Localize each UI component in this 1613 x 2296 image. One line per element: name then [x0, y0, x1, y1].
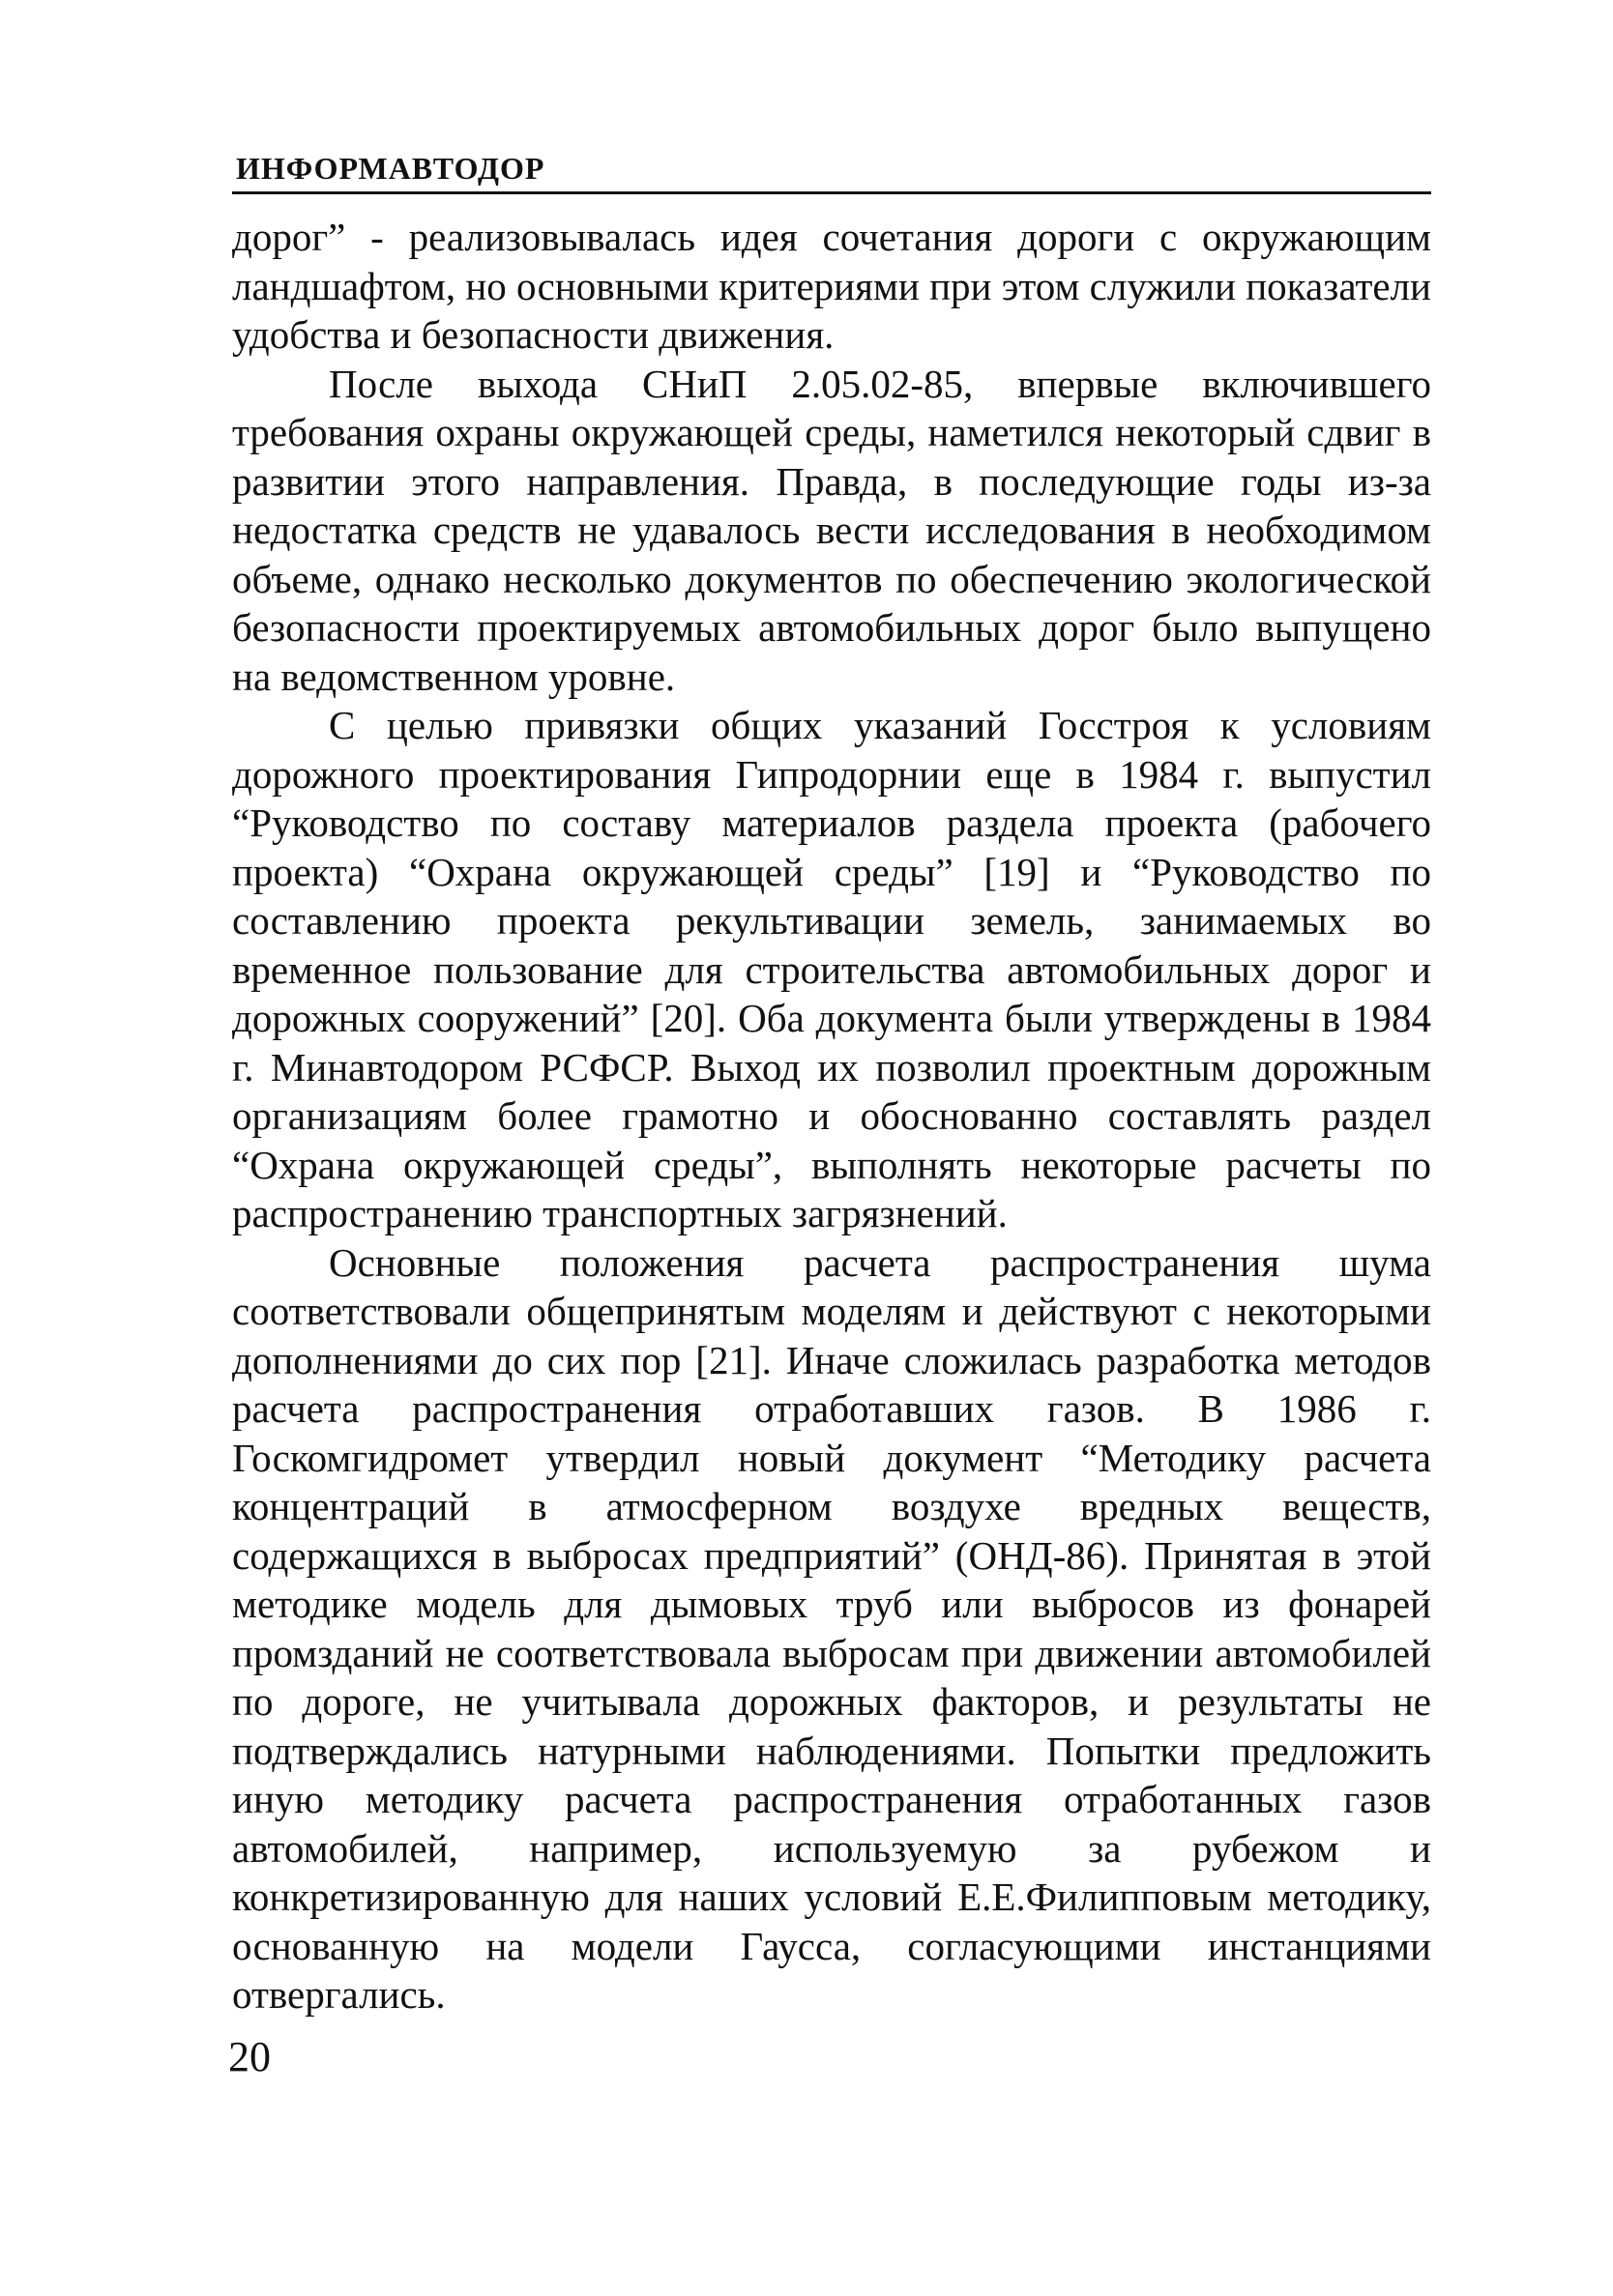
paragraph-snip: После выхода СНиП 2.05.02-85, впервые включившего требования охраны окружающей среды, наметился некоторый сдвиг в развитии этого направления. Правда, в последующие годы из-за недостатка средств не удавалось вести исследования в необходимом объеме, однако несколько документов по обеспечению экологической безопасности проектируемых автомобильных дорог было выпущено на ведомственном уровне.	[232, 361, 1431, 699]
running-header	[232, 145, 1431, 194]
body-text	[232, 213, 1431, 2020]
paragraph-continuation: дорог” - реализовывалась идея сочетания дороги с окружающим ландшафтом, но основными критериями при этом служили показатели удобства и безопасности движения.	[232, 215, 1431, 357]
page-number: 20	[228, 2033, 271, 2080]
paragraph-noise-and-gases: Основные положения расчета распространения шума соответствовали общепринятым моделям и действуют с некоторыми дополнениями до сих пор [21]. Иначе сложилась разработка методов расчета распространения отработавших газов. В 1986 г. Госкомгидромет утвердил новый документ “Методику расчета концентраций в атмосферном воздухе вредных веществ, содержащихся в выбросах предприятий” (ОНД-86). Принятая в этой методике модель для дымовых труб или выбросов из фонарей промзданий не соответствовала выбросам при движении автомобилей по дороге, не учитывала дорожных факторов, и результаты не подтверждались натурными наблюдениями. Попытки предложить иную методику расчета распространения отработанных газов автомобилей, например, используемую за рубежом и конкретизированную для наших условий Е.Е.Филипповым методику, основанную на модели Гаусса, согласующими инстанциями отвергались.	[232, 1239, 1431, 2017]
header-title: ИНФОРМАВТОДОР	[236, 151, 545, 186]
paragraph-guidelines: С целью привязки общих указаний Госстроя к условиям дорожного проектирования Гипродорнии еще в 1984 г. выпустил “Руководство по составу материалов раздела проекта (рабочего проекта) “Охрана окружающей среды” [19] и “Руководство по составлению проекта рекультивации земель, занимаемых во временное пользование для строительства автомобильных дорог и дорожных сооружений” [20]. Оба документа были утверждены в 1984 г. Минавтодором РСФСР. Выход их позволил проектным дорожным организациям более грамотно и обоснованно составлять раздел “Охрана окружающей среды”, выполнять некоторые расчеты по распространению транспортных загрязнений.	[232, 703, 1431, 1235]
